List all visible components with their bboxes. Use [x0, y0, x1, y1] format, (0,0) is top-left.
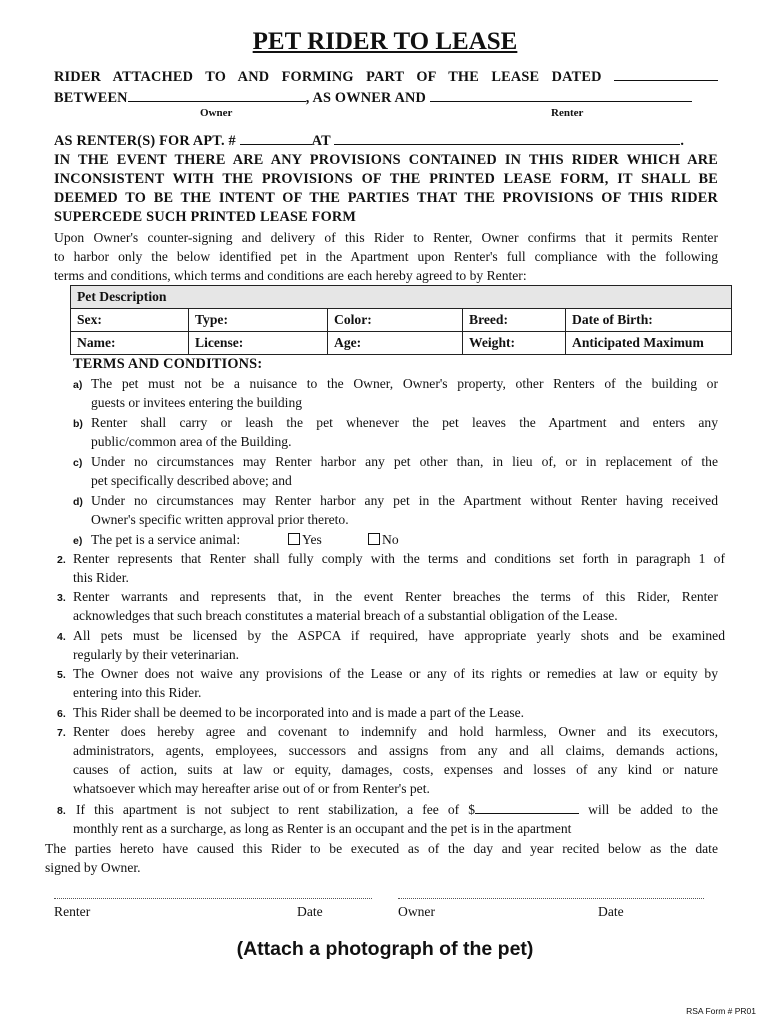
provisions-line-2: INCONSISTENT WITH THE PROVISIONS OF THE PRINTED LEASE FORM, IT SHALL BE [54, 171, 718, 187]
item-5-line-1: The Owner does not waive any provisions of the Lease or any of its rights or remedies at law or equity by [73, 666, 718, 681]
renter-caption: Renter [551, 107, 584, 119]
type-cell[interactable]: Type: [189, 309, 328, 332]
item-c-label: c) [73, 457, 83, 469]
terms-heading: TERMS AND CONDITIONS: [73, 356, 263, 372]
item-7-line-4: whatsoever which may hereafter arise out of or from Renter's pet. [73, 781, 430, 796]
item-b-label: b) [73, 418, 83, 430]
service-no-option[interactable]: No [368, 530, 399, 550]
item-5-label: 5. [57, 669, 66, 681]
date-of-birth-cell[interactable]: Date of Birth: [566, 309, 732, 332]
renter-signature-line[interactable] [54, 898, 372, 899]
owner-signature-line[interactable] [398, 898, 704, 899]
item-3-label: 3. [57, 592, 66, 604]
form-number: RSA Form # PR01 [686, 1006, 756, 1016]
anticipated-maximum-cell[interactable]: Anticipated Maximum [566, 332, 732, 355]
provisions-line-4: SUPERCEDE SUCH PRINTED LEASE FORM [54, 209, 357, 225]
document-title: PET RIDER TO LEASE [252, 28, 518, 55]
breed-cell[interactable]: Breed: [463, 309, 566, 332]
color-cell[interactable]: Color: [328, 309, 463, 332]
sex-cell[interactable]: Sex: [71, 309, 189, 332]
yes-checkbox[interactable] [288, 533, 300, 545]
item-6-line-1: This Rider shall be deemed to be incorporated into and is made a part of the Lease. [73, 705, 525, 720]
license-cell[interactable]: License: [189, 332, 328, 355]
item-2-line-1: Renter represents that Renter shall fully comply with the terms and conditions set forth in paragraph 1 of [73, 551, 725, 566]
service-animal-line: The pet is a service animal: [91, 532, 241, 547]
pet-table-row-1 [71, 309, 732, 332]
item-8-line-1: If this apartment is not subject to rent stabilization, a fee of $ will be added to the [76, 802, 719, 817]
owner-caption: Owner [200, 107, 233, 119]
item-a-label: a) [73, 379, 83, 391]
owner-name-field[interactable] [128, 89, 306, 102]
item-8-line-2: monthly rent as a surcharge, as long as Renter is an occupant and the pet is in the apartment [73, 821, 572, 836]
item-2-label: 2. [57, 554, 66, 566]
age-cell[interactable]: Age: [328, 332, 463, 355]
item-b-line-2: public/common area of the Building. [91, 434, 292, 449]
intro-line-3: terms and conditions, which terms and conditions are each hereby agreed to by Renter: [54, 268, 527, 283]
owner-date-label: Date [598, 904, 624, 919]
apartment-line: AS RENTER(S) FOR APT. # AT . [54, 133, 685, 149]
item-c-line-2: pet specifically described above; and [91, 473, 292, 488]
pet-description-heading: Pet Description [71, 286, 732, 309]
weight-cell[interactable]: Weight: [463, 332, 566, 355]
pet-description-table [70, 285, 732, 355]
item-a-line-1: The pet must not be a nuisance to the Owner, Owner's property, other Renters of the building or [91, 376, 718, 391]
pet-table-heading-row [71, 286, 732, 309]
renter-date-label: Date [297, 904, 323, 919]
intro-line-2: to harbor only the below identified pet in the Apartment upon Renter's full compliance with the following [54, 249, 718, 264]
item-8-label: 8. [57, 805, 66, 817]
item-b-line-1: Renter shall carry or leash the pet whenever the pet leaves the Apartment and enters any [91, 415, 718, 430]
item-7-line-1: Renter does hereby agree and covenant to indemnify and hold harmless, Owner and its executors, [73, 724, 718, 739]
renter-name-field[interactable] [430, 89, 692, 102]
item-4-line-1: All pets must be licensed by the ASPCA if required, have appropriate yearly shots and be examined [73, 628, 725, 643]
apartment-number-field[interactable] [240, 132, 312, 145]
item-4-line-2: regularly by their veterinarian. [73, 647, 240, 662]
provisions-line-3: DEEMED TO BE THE INTENT OF THE PARTIES THAT THE PROVISIONS OF THIS RIDER [54, 190, 718, 206]
item-c-line-1: Under no circumstances may Renter harbor any pet other than, in lieu of, or in replacement of the [91, 454, 718, 469]
item-3-line-1: Renter warrants and represents that, in the event Renter breaches the terms of this Rider, Renter [73, 589, 718, 604]
closing-line-2: signed by Owner. [45, 860, 141, 875]
item-7-line-2: administrators, agents, employees, successors and assigns from any and all claims, demands actions, [73, 743, 718, 758]
provisions-line-1: IN THE EVENT THERE ARE ANY PROVISIONS CONTAINED IN THIS RIDER WHICH ARE [54, 152, 718, 168]
item-7-line-3: causes of action, suits at law or equity, damages, costs, expenses and losses of any kind or nature [73, 762, 718, 777]
no-checkbox[interactable] [368, 533, 380, 545]
item-7-label: 7. [57, 727, 66, 739]
item-e-label: e) [73, 535, 83, 547]
item-5-line-2: entering into this Rider. [73, 685, 202, 700]
closing-line-1: The parties hereto have caused this Rider to be executed as of the day and year recited below as the date [45, 841, 718, 856]
name-cell[interactable]: Name: [71, 332, 189, 355]
item-a-line-2: guests or invitees entering the building [91, 395, 303, 410]
item-4-label: 4. [57, 631, 66, 643]
item-3-line-2: acknowledges that such breach constitutes a material breach of a substantial obligation of the Lease. [73, 608, 618, 623]
service-yes-option[interactable]: Yes [288, 530, 322, 550]
intro-line-1: Upon Owner's counter-signing and delivery of this Rider to Renter, Owner confirms that it permits Renter [54, 230, 718, 245]
item-6-label: 6. [57, 708, 66, 720]
lease-date-field[interactable] [614, 68, 718, 81]
owner-signature-label: Owner [398, 904, 435, 919]
address-field[interactable] [334, 132, 680, 145]
item-d-line-2: Owner's specific written approval prior thereto. [91, 512, 349, 527]
renter-signature-label: Renter [54, 904, 91, 919]
pet-table-row-2 [71, 332, 732, 355]
between-line: BETWEEN , AS OWNER AND [54, 89, 692, 107]
item-d-label: d) [73, 496, 83, 508]
fee-amount-field[interactable] [475, 801, 579, 814]
item-2-line-2: this Rider. [73, 570, 129, 585]
item-d-line-1: Under no circumstances may Renter harbor any pet in the Apartment without Renter having received [91, 493, 718, 508]
attach-photo-note: (Attach a photograph of the pet) [236, 938, 534, 960]
rider-line-1: RIDER ATTACHED TO AND FORMING PART OF THE LEASE DATED [54, 68, 718, 86]
